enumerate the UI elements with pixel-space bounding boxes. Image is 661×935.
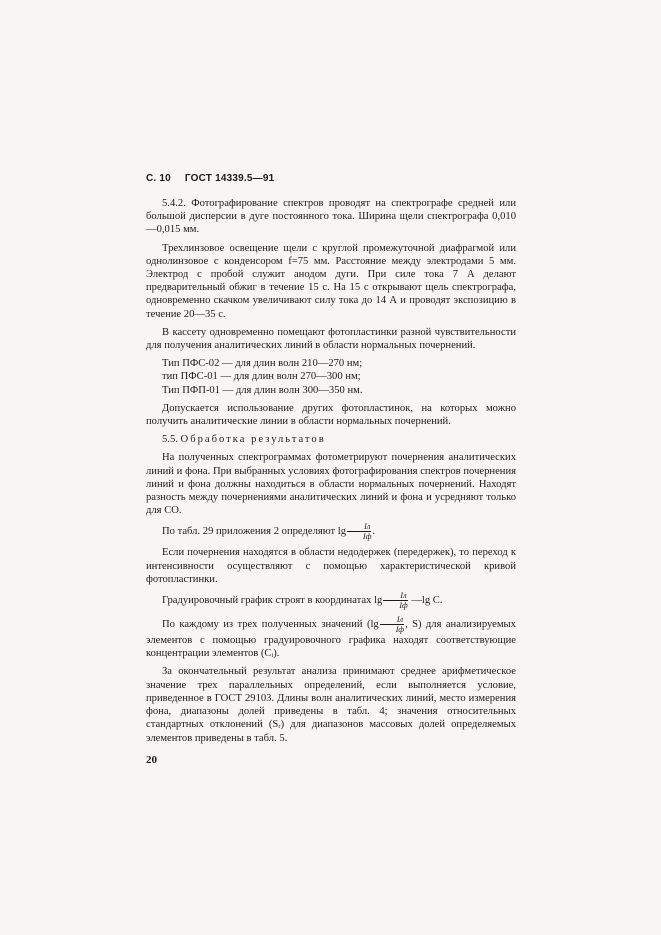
paragraph: 5.4.2. Фотографирование спектров проводят на спектрографе средней или большой дисперсии в дуге постоянного тока. Ширина щели спектрографа 0,010—0,015 мм. xyxy=(146,198,516,236)
paragraph: Допускается использование других фотопластинок, на которых можно получить аналитические линии в области нормальных почернений. xyxy=(146,402,516,428)
page-number: 20 xyxy=(146,754,157,766)
plate-list xyxy=(146,357,516,397)
paragraph xyxy=(146,591,516,610)
formula-numerator: Iл xyxy=(380,615,404,625)
formula-fraction xyxy=(347,522,371,541)
paragraph: Трехлинзовое освещение щели с круглой промежуточной диафрагмой или однолинзовое с конденсором f=75 мм. Расстояние между электродами 5 мм. Электрод с пробой служит анодом дуги. При силе тока 7 А делают предварительный обжиг в течение 15 с. На 15 с открывают щель спектрографа, одновременно скачком увеличивают силу тока до 14 А и проводят экспозицию в течение 20—35 с. xyxy=(146,242,516,320)
paragraph-text: По табл. 29 приложения 2 определяют xyxy=(162,526,336,538)
list-item: Тип ПФС-02 — для длин волн 210—270 нм; xyxy=(162,358,363,370)
paragraph-text: По каждому из трех полученных значений xyxy=(162,619,363,631)
paragraph: Если почернения находятся в области недодержек (передержек), то переход к интенсивности осуществляют с помощью характеристической кривой фотопластинки. xyxy=(146,547,516,585)
paragraph: По каждому из трех полученных значений (lg $\frac{Iл}{Iф}$ , S) для анализируемых элементов с помощью градуировочного графика находят соответствующие концентрации элементов (Cᵢ). xyxy=(146,615,516,660)
section-number: 5.5. xyxy=(162,434,178,446)
paragraph: На полученных спектрограммах фотометрируют почернения аналитических линий и фона. При выбранных условиях фотографирования спектров почернения линий и фона должны находиться в области нормальных почернений. Находят разность между почернениями аналитических линий и фона и усредняют только для СО. xyxy=(146,452,516,517)
section-heading xyxy=(146,433,516,446)
list-item: Тип ПФП-01 — для длин волн 300—350 нм. xyxy=(162,384,363,396)
paragraph: За окончательный результат анализа принимают среднее арифметическое значение трех параллельных определений, если выполняется условие, приведенное в ГОСТ 29103. Длины волн аналитических линий, место измерения фона, диапазоны долей приведены в табл. 4; значения относительных стандартных отклонений (Sᵣ) для диапазонов массовых долей определяемых элементов приведены в табл. 5. xyxy=(146,666,516,744)
formula-denominator: Iф xyxy=(363,532,372,542)
page-header xyxy=(146,173,274,184)
paragraph-text: , S) для анализируемых элементов с помощью градуировочного графика находят соответствующие концентрации элементов (Cᵢ). xyxy=(146,619,516,660)
formula-fraction xyxy=(380,615,404,634)
paragraph-text: Градуировочный график строят в координатах xyxy=(162,595,372,607)
section-title: Обработка результатов xyxy=(180,434,326,446)
header-page: С. 10 xyxy=(146,173,171,184)
formula-lg: lg xyxy=(370,619,379,631)
formula-denominator: Iф xyxy=(395,625,405,635)
formula-lg: lg xyxy=(374,595,383,607)
paragraph: По табл. 29 приложения 2 определяют lg $\frac{Iл}{Iф}$ . xyxy=(162,522,376,542)
formula-numerator: Iл xyxy=(383,591,407,601)
formula-fraction xyxy=(383,591,407,610)
header-standard: ГОСТ 14339.5—91 xyxy=(184,173,275,184)
paragraph-text: —lg C. xyxy=(411,595,443,607)
paragraph: В кассету одновременно помещают фотопластинки разной чувствительности для получения аналитических линий в области нормальных почернений. xyxy=(146,326,516,352)
formula-numerator: Iл xyxy=(347,522,371,532)
list-item: тип ПФС-01 — для длин волн 270—300 нм; xyxy=(162,371,361,383)
document-body xyxy=(146,197,516,745)
formula-denominator: Iф xyxy=(399,601,408,611)
formula-lg: lg xyxy=(337,526,347,538)
